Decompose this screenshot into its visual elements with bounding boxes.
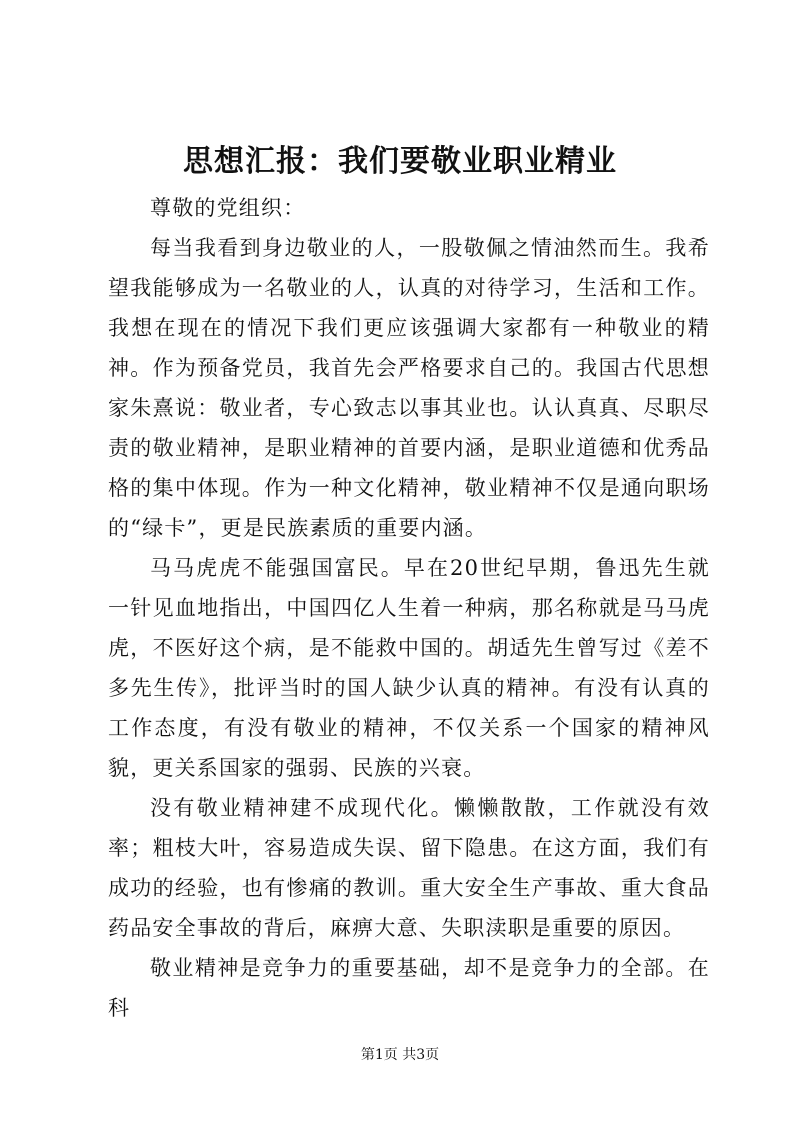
document-body bbox=[108, 188, 710, 1028]
paragraph-1: 每当我看到身边敬业的人，一股敬佩之情油然而生。我希望我能够成为一名敬业的人，认真的对待学习，生活和工作。我想在现在的情况下我们更应该强调大家都有一种敬业的精神。作为预备党员，我首先会严格要求自己的。我国古代思想家朱熹说：敬业者，专心致志以事其业也。认认真真、尽职尽责的敬业精神，是职业精神的首要内涵，是职业道德和优秀品格的集中体现。作为一种文化精神，敬业精神不仅是通向职场的“绿卡”，更是民族素质的重要内涵。 bbox=[108, 236, 710, 540]
paragraph-4: 敬业精神是竞争力的重要基础，却不是竞争力的全部。在科 bbox=[108, 956, 710, 1020]
page-number-footer: 第1页 共3页 bbox=[360, 1047, 440, 1063]
paragraph-3: 没有敬业精神建不成现代化。懒懒散散，工作就没有效率；粗枝大叶，容易造成失误、留下隐患。在这方面，我们有成功的经验，也有惨痛的教训。重大安全生产事故、重大食品药品安全事故的背后，麻痹大意、失职渎职是重要的原因。 bbox=[108, 796, 710, 940]
paragraph-2: 马马虎虎不能强国富民。早在20世纪早期，鲁迅先生就一针见血地指出，中国四亿人生着一种病，那名称就是马马虎虎，不医好这个病，是不能救中国的。胡适先生曾写过《差不多先生传》，批评当时的国人缺少认真的精神。有没有认真的工作态度，有没有敬业的精神，不仅关系一个国家的精神风貌，更关系国家的强弱、民族的兴衰。 bbox=[108, 556, 710, 780]
salutation: 尊敬的党组织： bbox=[150, 196, 306, 220]
document-title: 思想汇报：我们要敬业职业精业 bbox=[183, 144, 617, 179]
